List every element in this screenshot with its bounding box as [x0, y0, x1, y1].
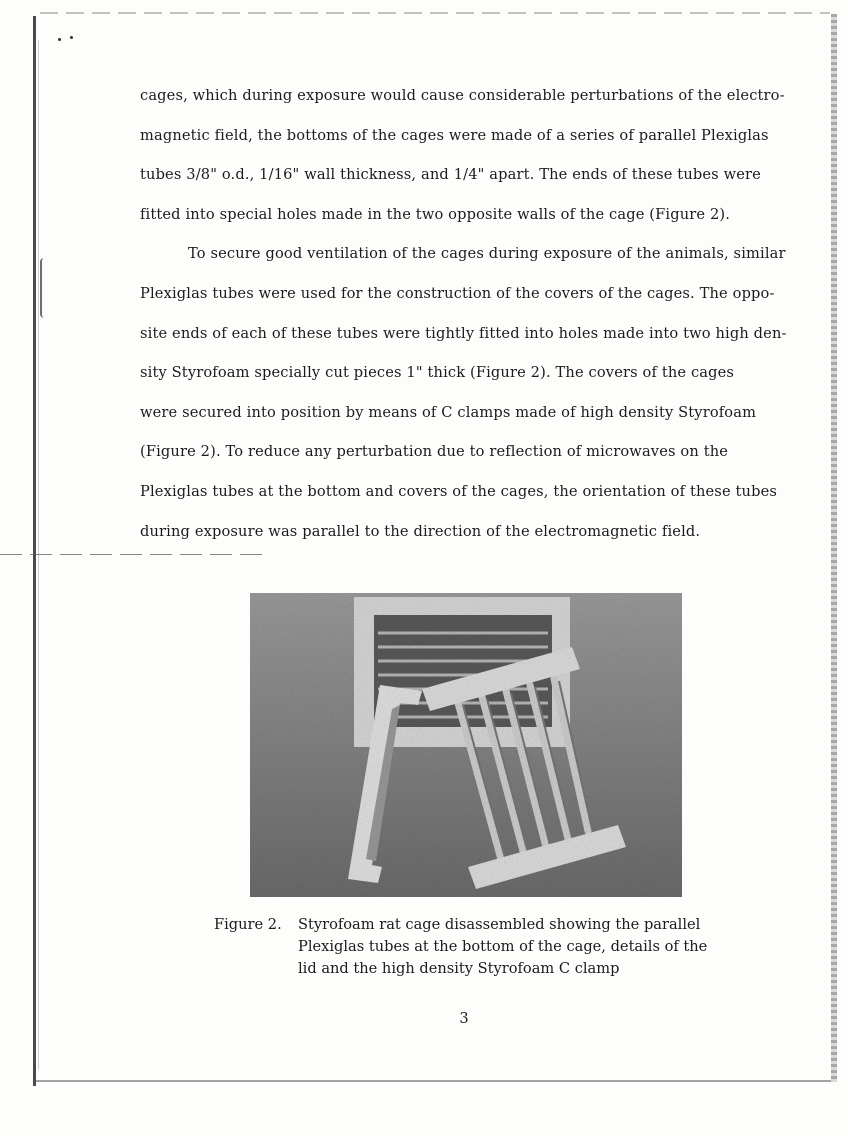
caption-line: lid and the high density Styrofoam C clamp [298, 960, 620, 977]
scan-edge-bottom [36, 1080, 831, 1082]
scan-edge-left [33, 16, 36, 1086]
scan-edge-right [831, 14, 837, 1082]
text-line: cages, which during exposure would cause considerable perturbations of the electro- [140, 87, 785, 104]
text-line: during exposure was parallel to the direction of the electromagnetic field. [140, 522, 701, 540]
caption-line: Plexiglas tubes at the bottom of the cage, details of the [298, 938, 708, 955]
text-line: site ends of each of these tubes were tightly fitted into holes made into two high den- [140, 324, 787, 342]
page-number: 3 [459, 1010, 469, 1027]
body-paragraphs [140, 76, 800, 551]
text-line: sity Styrofoam specially cut pieces 1" thick (Figure 2). The covers of the cages [140, 364, 735, 382]
caption-line: Styrofoam rat cage disassembled showing the parallel [298, 916, 701, 933]
text-line: Plexiglas tubes at the bottom and covers of the cages, the orientation of these tubes [140, 482, 778, 500]
text-line: Plexiglas tubes were used for the construction of the covers of the cages. The oppo- [140, 284, 775, 302]
text-line: fitted into special holes made in the two opposite walls of the cage (Figure 2). [140, 205, 731, 223]
text-line: magnetic field, the bottoms of the cages were made of a series of parallel Plexiglas [140, 126, 769, 144]
text-line: (Figure 2). To reduce any perturbation due to reflection of microwaves on the [140, 443, 729, 461]
text-line: To secure good ventilation of the cages during exposure of the animals, similar [188, 245, 786, 263]
figure-label: Figure 2. [214, 916, 282, 933]
scan-edge-left-inner [38, 40, 39, 1070]
text-line: were secured into position by means of C clamps made of high density Styrofoam [140, 403, 757, 421]
scan-edge-top [40, 12, 830, 14]
figure-caption [214, 914, 734, 980]
scan-speck [58, 38, 61, 41]
scan-speck [70, 36, 73, 39]
scan-dash-rule [0, 554, 262, 555]
text-line: tubes 3/8" o.d., 1/16" wall thickness, and 1/4" apart. The ends of these tubes were [140, 166, 761, 184]
cage-photograph [250, 593, 682, 897]
binding-mark [40, 258, 50, 318]
